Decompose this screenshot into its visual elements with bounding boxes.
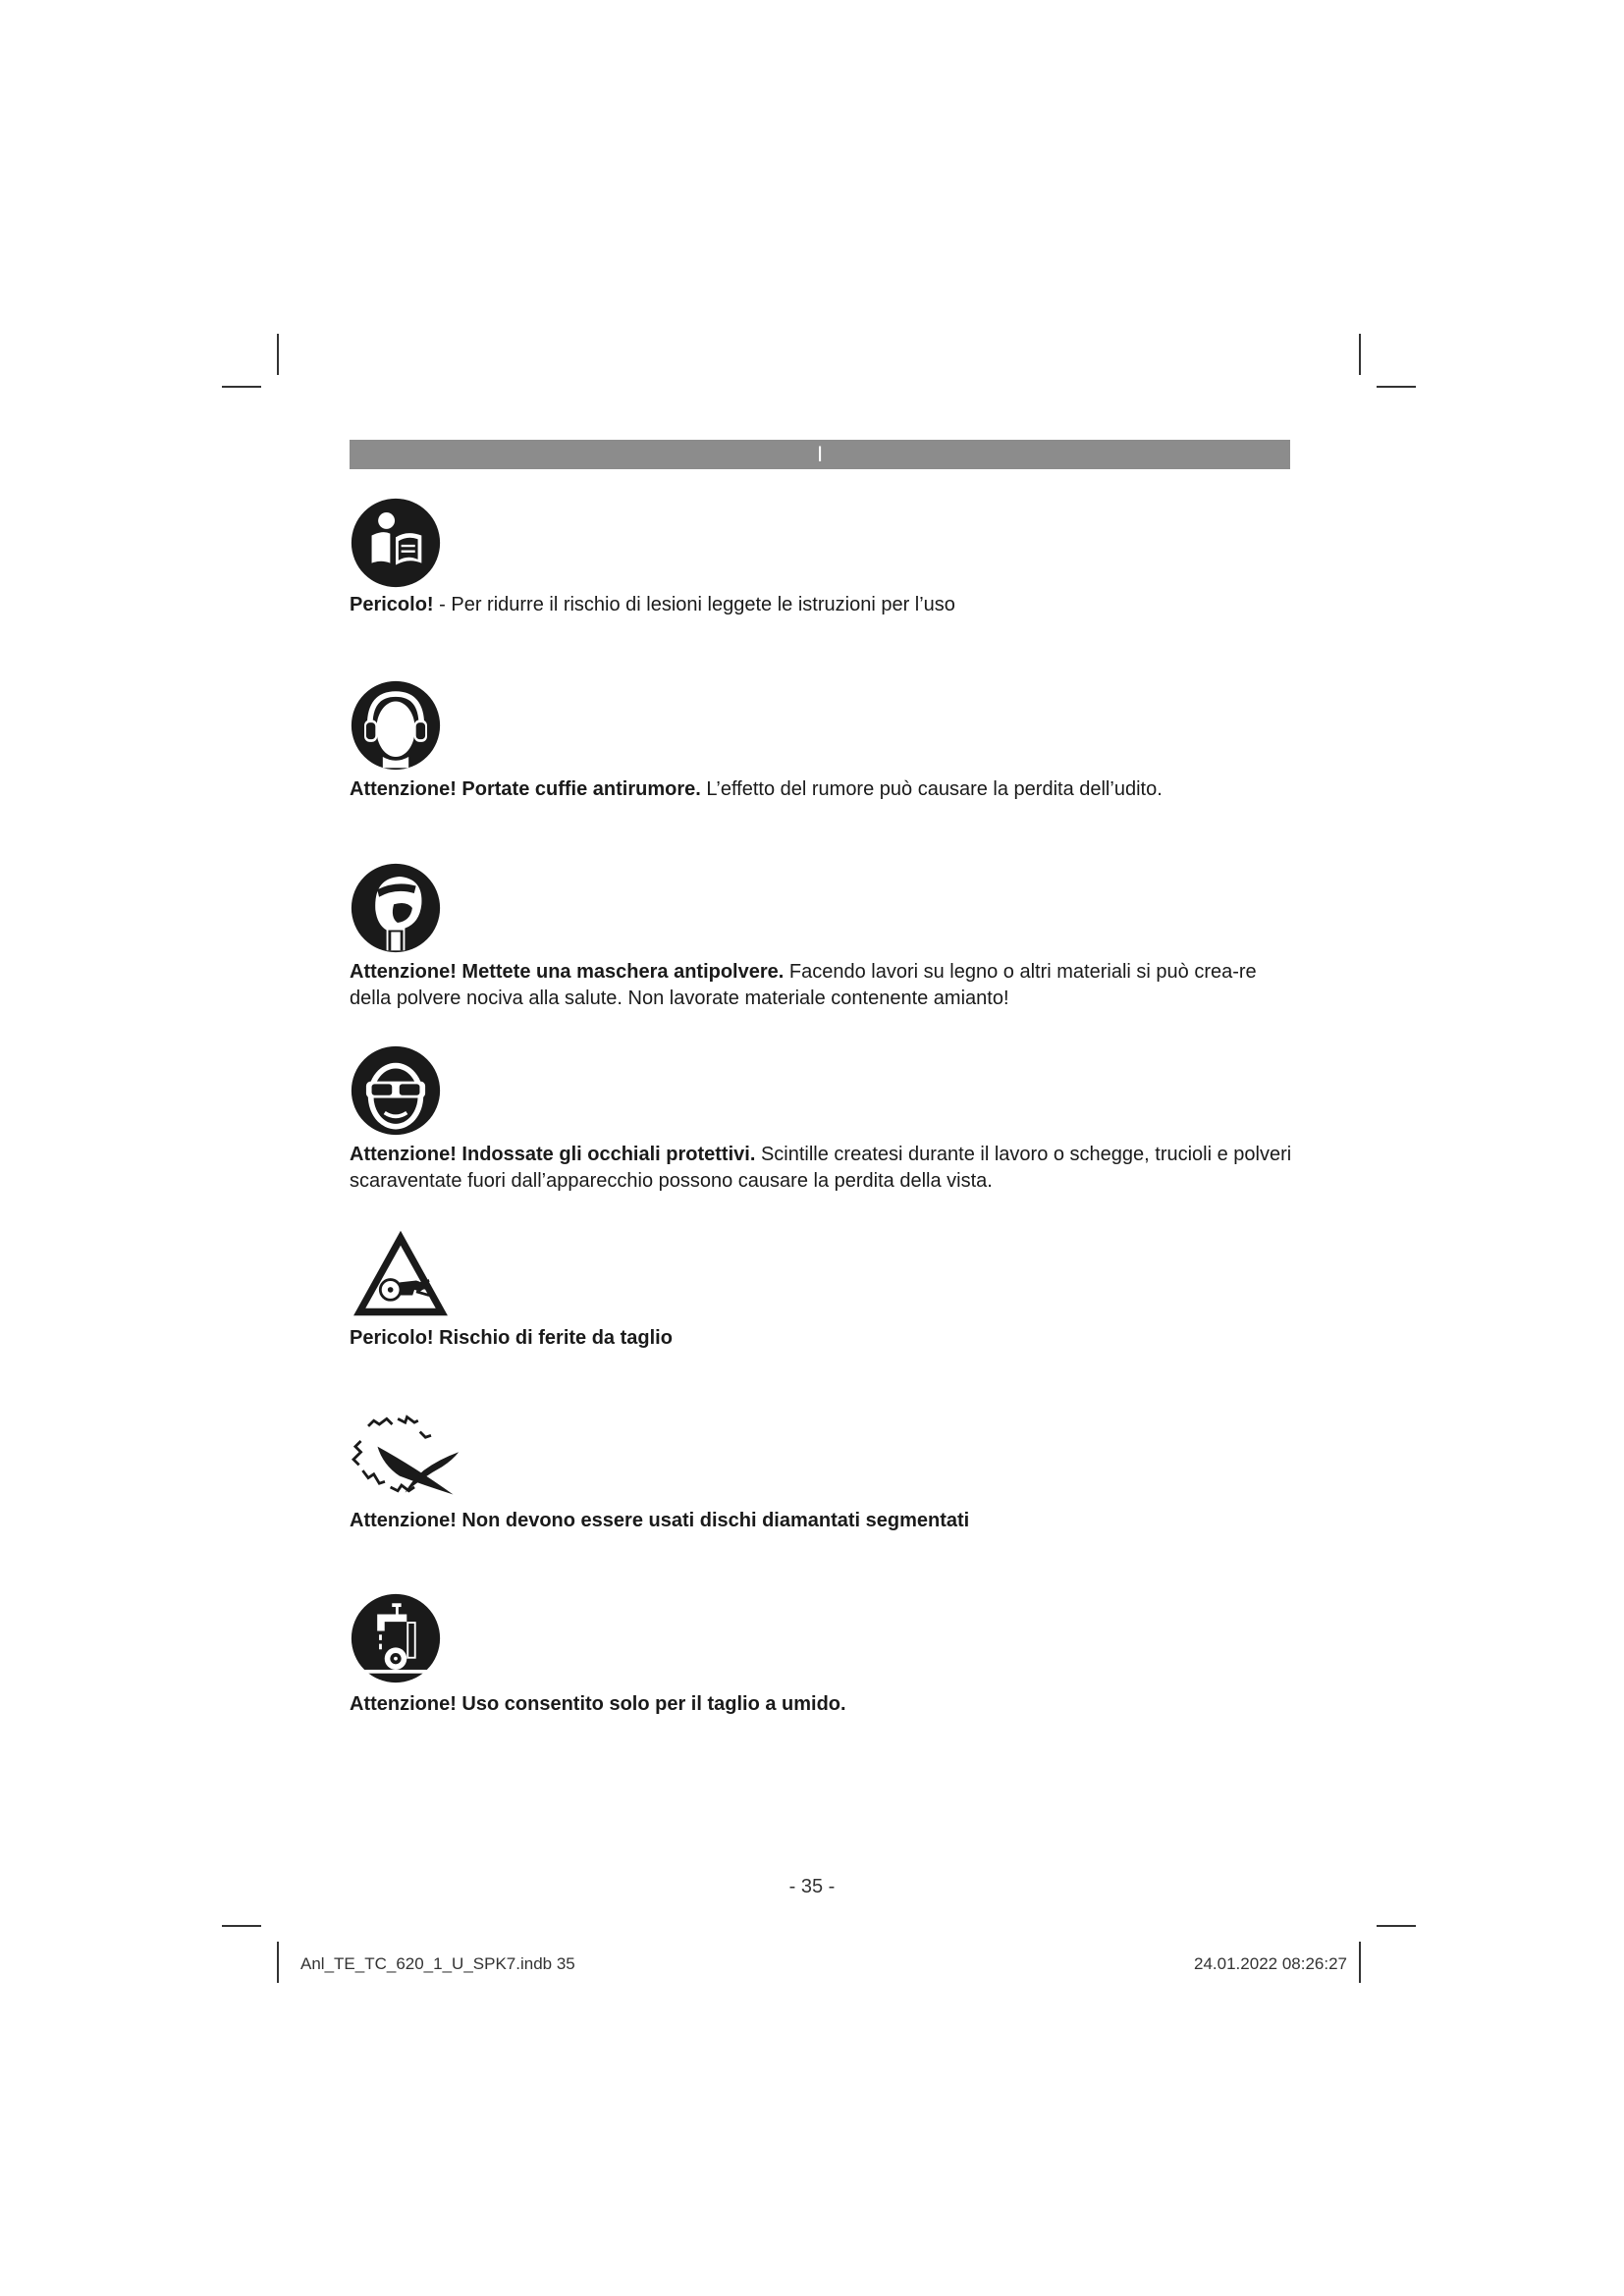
warning-caption-bold: Attenzione! Mettete una maschera antipolvere. [350, 961, 785, 983]
warning-caption [350, 959, 1292, 1012]
language-header-bar [350, 440, 1290, 469]
warning-caption-bold: Attenzione! Indossate gli occhiali protettivi. [350, 1144, 756, 1165]
file-slug: Anl_TE_TC_620_1_U_SPK7.indb 35 [300, 1954, 575, 1973]
crop-mark [1377, 1925, 1416, 1927]
warning-item [350, 679, 1292, 772]
warning-caption-text: - Per ridurre il rischio di lesioni leggete le istruzioni per l’uso [433, 594, 955, 615]
crop-mark [1377, 386, 1416, 388]
read-manual-icon [350, 497, 442, 589]
warning-caption-bold: Attenzione! Non devono essere usati dischi diamantati segmentati [350, 1510, 970, 1531]
warning-caption [350, 1508, 1292, 1534]
page-number: - 35 - [788, 1876, 836, 1897]
warning-caption-bold: Pericolo! Rischio di ferite da taglio [350, 1327, 673, 1349]
ear-protection-icon [350, 679, 442, 772]
warning-item [350, 1592, 1292, 1684]
crop-mark [1359, 1942, 1361, 1983]
warning-item [350, 497, 1292, 589]
crop-mark [1359, 334, 1361, 375]
warning-caption [350, 1142, 1292, 1195]
warning-caption-bold: Pericolo! [350, 594, 434, 615]
crop-mark [277, 334, 279, 375]
no-segmented-disc-icon [350, 1410, 465, 1502]
warning-caption [350, 592, 1292, 618]
crop-mark [277, 1942, 279, 1983]
warning-item [350, 1044, 1292, 1137]
warning-item [350, 862, 1292, 954]
crop-mark [222, 386, 261, 388]
warning-item [350, 1410, 1292, 1502]
warning-caption [350, 1691, 1292, 1718]
print-timestamp: 24.01.2022 08:26:27 [1194, 1954, 1347, 1973]
warning-caption-text: Facendo lavori su legno o altri materiali si può crea-re della polvere nociva alla salute. Non lavorate materiale contenente amianto! [350, 961, 1257, 1009]
warning-item [350, 1227, 1292, 1319]
warning-caption-bold: Attenzione! Uso consentito solo per il taglio a umido. [350, 1693, 846, 1715]
warning-caption [350, 776, 1292, 803]
crop-mark [222, 1925, 261, 1927]
cutting-hazard-icon [350, 1227, 452, 1319]
warning-caption-text: Scintille createsi durante il lavoro o schegge, trucioli e polveri scaraventate fuori dall’apparecchio possono causare la perdita della vista. [350, 1144, 1292, 1192]
safety-goggles-icon [350, 1044, 442, 1137]
warning-caption-text: L’effetto del rumore può causare la perdita dell’udito. [700, 778, 1163, 800]
wet-cutting-icon [350, 1592, 442, 1684]
language-code: I [816, 442, 824, 466]
warning-caption [350, 1325, 1292, 1352]
dust-mask-icon [350, 862, 442, 954]
warning-caption-bold: Attenzione! Portate cuffie antirumore. [350, 778, 701, 800]
